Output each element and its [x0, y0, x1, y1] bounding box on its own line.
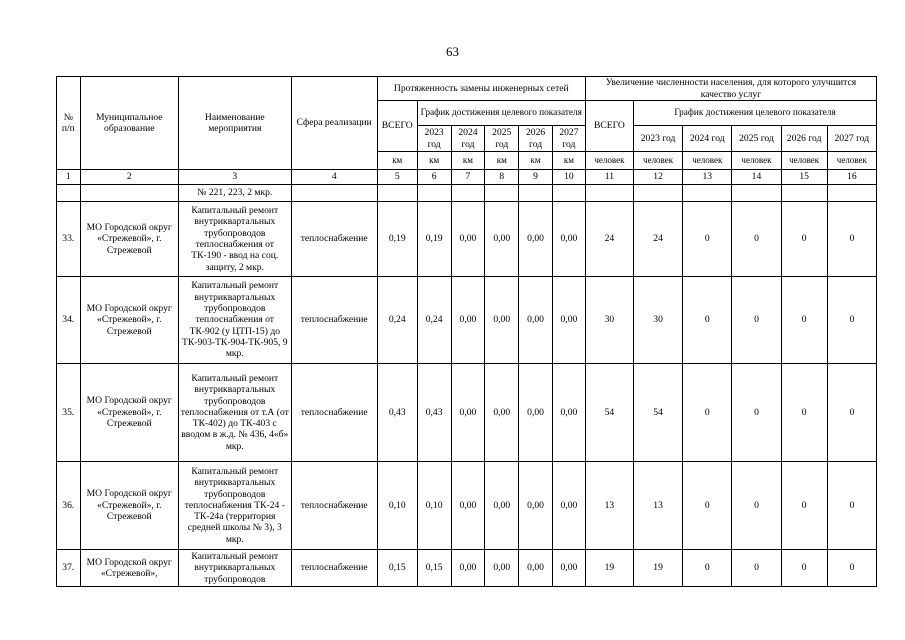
cell-km: 0,00: [451, 364, 485, 462]
cell-people: 0: [732, 462, 781, 550]
cell-event-name: № 221, 223, 2 мкр.: [178, 185, 291, 202]
col-number: 2: [80, 170, 178, 185]
header-year: 2027 год: [827, 126, 876, 152]
table-row: [57, 462, 877, 550]
col-number: 9: [519, 170, 553, 185]
header-schedule-length: График достижения целевого показателя: [417, 101, 585, 126]
cell-event-name: Капитальный ремонт внутриквартальных трубопроводов теплоснабжения от ТК-190 - ввод на соц. защиту, 2 мкр.: [178, 202, 291, 277]
cell-people: 13: [634, 462, 683, 550]
header-schedule-population: График достижения целевого показателя: [634, 101, 877, 126]
page-number: 63: [446, 44, 459, 59]
header-num: № п/п: [57, 77, 81, 170]
col-number: 14: [732, 170, 781, 185]
cell-km: 0,00: [519, 277, 553, 364]
cell-municipality: МО Городской округ «Стрежевой», г. Стрежевой: [80, 364, 178, 462]
header-year: 2024 год: [451, 126, 485, 152]
unit-people: человек: [634, 152, 683, 170]
cell-km: 0,00: [451, 277, 485, 364]
unit-people: человек: [732, 152, 781, 170]
cell-people: 0: [781, 550, 827, 587]
unit-km: км: [417, 152, 451, 170]
unit-km: км: [552, 152, 585, 170]
cell-km: 0,43: [417, 364, 451, 462]
cell-people: 0: [827, 550, 876, 587]
cell-people: 0: [827, 277, 876, 364]
col-number: 13: [683, 170, 732, 185]
col-number: 3: [178, 170, 291, 185]
header-total-km: ВСЕГО: [377, 101, 417, 152]
header-population-group: Увеличение численности населения, для которого улучшится качество услуг: [585, 77, 876, 101]
cell-km: 0,00: [451, 550, 485, 587]
col-number: 16: [827, 170, 876, 185]
col-number: 4: [291, 170, 377, 185]
cell-people: 0: [683, 462, 732, 550]
cell-num: 34.: [57, 277, 81, 364]
table-header: [57, 77, 877, 185]
cell-municipality: МО Городской округ «Стрежевой», г. Стрежевой: [80, 202, 178, 277]
unit-people: человек: [781, 152, 827, 170]
cell-km: 0,10: [377, 462, 417, 550]
cell-people: 0: [732, 364, 781, 462]
cell-event-name: Капитальный ремонт внутриквартальных трубопроводов: [178, 550, 291, 587]
cell-people: 30: [634, 277, 683, 364]
cell-km: 0,00: [552, 277, 585, 364]
unit-people: человек: [683, 152, 732, 170]
cell-people: 0: [827, 202, 876, 277]
investment-table: [56, 76, 877, 587]
cell-people: 0: [827, 364, 876, 462]
unit-km: км: [485, 152, 519, 170]
cell-km: 0,19: [417, 202, 451, 277]
header-year: 2023 год: [417, 126, 451, 152]
header-year: 2026 год: [519, 126, 553, 152]
cell-km: 0,00: [552, 364, 585, 462]
cell-km: 0,00: [519, 202, 553, 277]
header-sphere: Сфера реализации: [291, 77, 377, 170]
cell-num: 36.: [57, 462, 81, 550]
cell-sphere: теплоснабжение: [291, 202, 377, 277]
unit-people: человек: [585, 152, 633, 170]
cell-km: 0,15: [377, 550, 417, 587]
cell-km: 0,43: [377, 364, 417, 462]
cell-km: 0,00: [519, 364, 553, 462]
col-number: 8: [485, 170, 519, 185]
cell-people: 19: [634, 550, 683, 587]
col-number: 7: [451, 170, 485, 185]
table-row: [57, 277, 877, 364]
cell-people: 54: [585, 364, 633, 462]
cell-people: 13: [585, 462, 633, 550]
unit-km: км: [519, 152, 553, 170]
cell-municipality: МО Городской округ «Стрежевой»,: [80, 550, 178, 587]
cell-people: 30: [585, 277, 633, 364]
cell-km: 0,19: [377, 202, 417, 277]
cell-sphere: теплоснабжение: [291, 277, 377, 364]
cell-km: 0,00: [451, 202, 485, 277]
cell-people: 24: [585, 202, 633, 277]
cell-km: 0,00: [519, 462, 553, 550]
cell-people: 0: [683, 277, 732, 364]
cell-people: 0: [732, 277, 781, 364]
table-row: [57, 364, 877, 462]
header-year: 2024 год: [683, 126, 732, 152]
cell-km: 0,00: [485, 202, 519, 277]
unit-km: км: [377, 152, 417, 170]
header-length-group: Протяженность замены инженерных сетей: [377, 77, 585, 101]
header-total-people: ВСЕГО: [585, 101, 633, 152]
table-body: [57, 185, 877, 587]
header-year: 2023 год: [634, 126, 683, 152]
cell-event-name: Капитальный ремонт внутриквартальных трубопроводов теплоснабжения ТК-24 - ТК-24а (территория средней школы № 3), 3 мкр.: [178, 462, 291, 550]
cell-people: 0: [683, 364, 732, 462]
cell-people: 24: [634, 202, 683, 277]
header-year: 2025 год: [732, 126, 781, 152]
cell-km: 0,24: [377, 277, 417, 364]
col-number: 1: [57, 170, 81, 185]
table-row: [57, 550, 877, 587]
cell-municipality: МО Городской округ «Стрежевой», г. Стрежевой: [80, 462, 178, 550]
cell-people: 0: [781, 364, 827, 462]
table-row: [57, 202, 877, 277]
cell-km: 0,00: [519, 550, 553, 587]
cell-num: 37.: [57, 550, 81, 587]
cell-event-name: Капитальный ремонт внутриквартальных трубопроводов теплоснабжения от т.А (от ТК-402) до ТК-403 с вводом в ж.д. № 436, 4«б» мкр.: [178, 364, 291, 462]
cell-km: 0,10: [417, 462, 451, 550]
cell-people: 0: [683, 202, 732, 277]
cell-people: 0: [683, 550, 732, 587]
col-number: 12: [634, 170, 683, 185]
cell-km: 0,00: [485, 462, 519, 550]
table-row-continuation: [57, 185, 877, 202]
header-year: 2027 год: [552, 126, 585, 152]
cell-km: 0,00: [552, 550, 585, 587]
cell-people: 0: [732, 202, 781, 277]
cell-people: 0: [781, 202, 827, 277]
cell-sphere: теплоснабжение: [291, 364, 377, 462]
header-municipality: Муниципальное образование: [80, 77, 178, 170]
cell-event-name: Капитальный ремонт внутриквартальных трубопроводов теплоснабжения от ТК-902 (у ЦТП-15) до ТК-903-ТК-904-ТК-905, 9 мкр.: [178, 277, 291, 364]
header-event-name: Наименование мероприятия: [178, 77, 291, 170]
cell-sphere: теплоснабжение: [291, 550, 377, 587]
cell-km: 0,00: [552, 462, 585, 550]
col-number: 6: [417, 170, 451, 185]
unit-people: человек: [827, 152, 876, 170]
cell-people: 0: [781, 462, 827, 550]
cell-km: 0,00: [451, 462, 485, 550]
unit-km: км: [451, 152, 485, 170]
cell-sphere: теплоснабжение: [291, 462, 377, 550]
cell-km: 0,24: [417, 277, 451, 364]
header-year: 2025 год: [485, 126, 519, 152]
col-number: 11: [585, 170, 633, 185]
cell-num: 35.: [57, 364, 81, 462]
cell-km: 0,15: [417, 550, 451, 587]
cell-municipality: МО Городской округ «Стрежевой», г. Стрежевой: [80, 277, 178, 364]
cell-people: 0: [732, 550, 781, 587]
cell-num: 33.: [57, 202, 81, 277]
cell-km: 0,00: [552, 202, 585, 277]
col-number: 10: [552, 170, 585, 185]
cell-people: 0: [781, 277, 827, 364]
cell-people: 19: [585, 550, 633, 587]
cell-km: 0,00: [485, 550, 519, 587]
cell-people: 54: [634, 364, 683, 462]
cell-km: 0,00: [485, 277, 519, 364]
cell-people: 0: [827, 462, 876, 550]
header-year: 2026 год: [781, 126, 827, 152]
col-number: 5: [377, 170, 417, 185]
col-number: 15: [781, 170, 827, 185]
cell-km: 0,00: [485, 364, 519, 462]
